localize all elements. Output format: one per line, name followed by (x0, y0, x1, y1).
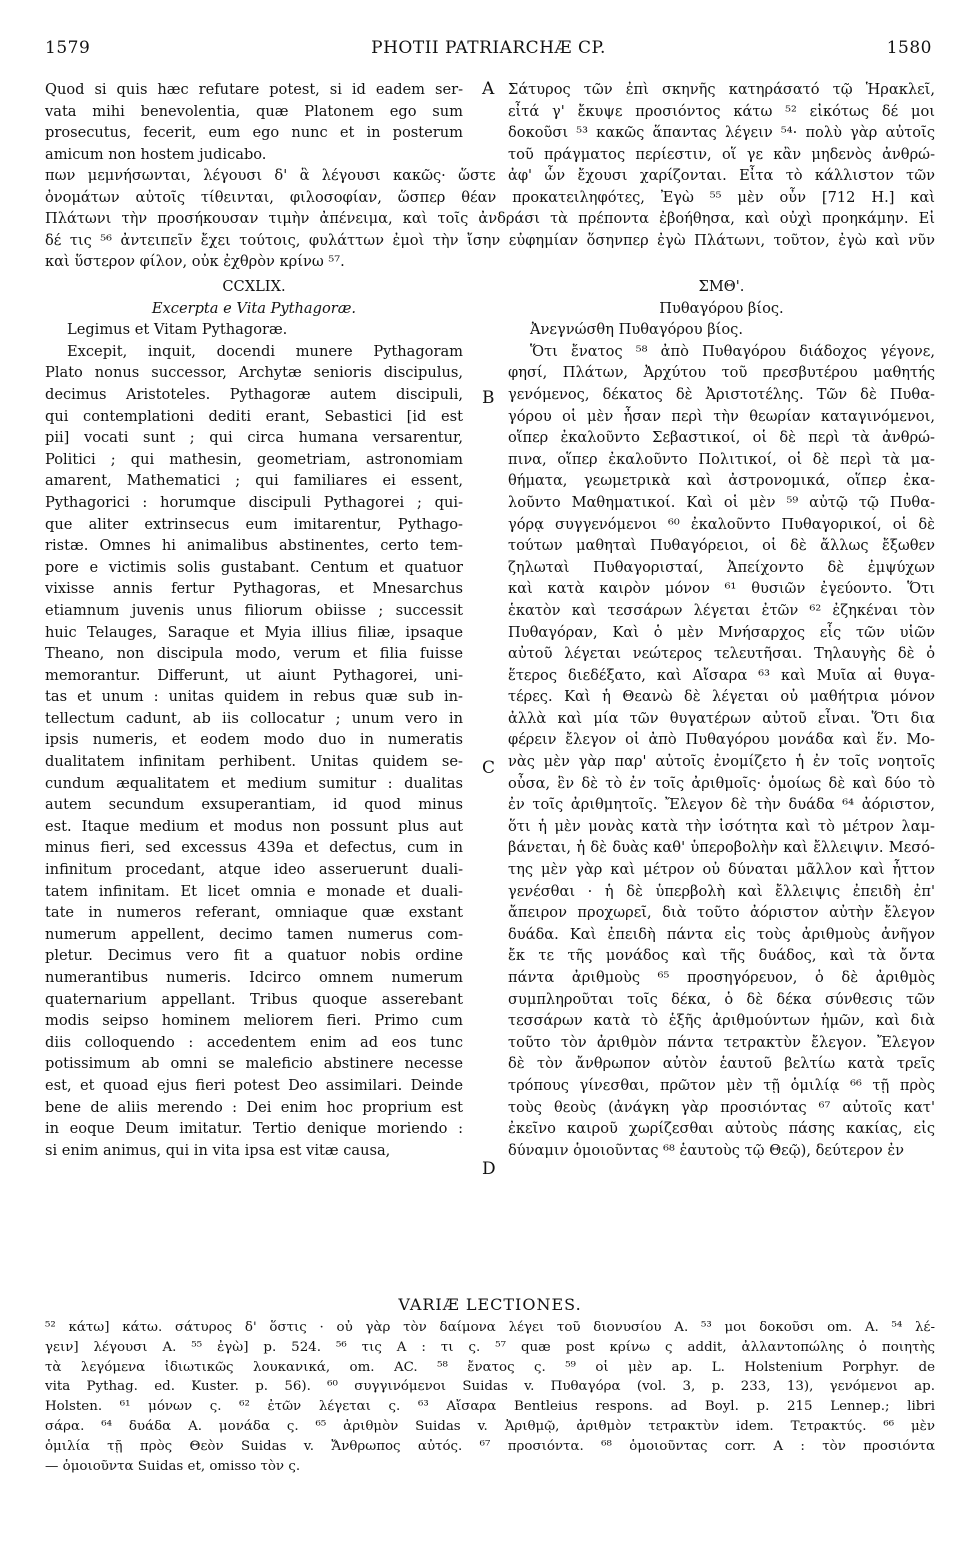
text-line: numerantibus numeris. Idcirco omnem numerum (45, 969, 463, 986)
text-line: πων μεμνήσωνται, λέγουσι δ' ἃ λέγουσι κακῶς· ὥστε ἀφ' ὧν ἔχουσι χαρίζονται. Εἶτα τὸ κάλλιστον τῶν (45, 167, 935, 184)
section-number: ΣΜΘ'. (698, 278, 745, 295)
text-line: vita Pythag. ed. Kuster. p. 56). ⁶⁰ συγγινόμενοι Suidas v. Πυθαγόρα (vol. 3, p. 233, 13), γενόμενοι ap. (45, 1379, 935, 1395)
text-line: Πλάτωνι τὴν προσήκουσαν τιμὴν ἀπένειμα, καὶ τοῖς ἀνδράσι τὰ πρέποντα ἐβοήθησα, καὶ οὐχὶ προηκάμην. Εἰ (45, 210, 935, 228)
text-line: τοῦτο τὸν ἀριθμὸν πάντα τετρακτὺν ἔλεγον. Ἔλεγον (508, 1033, 935, 1051)
text-line: δέ τις ⁵⁶ ἀντειπεῖν ἔχει τούτοις, φυλάττων ἐμοὶ τὴν ἴσην εὐφημίαν ὅσηνπερ ἐγὼ Πλάτωνι, τοῦτον, ἐγὼ καὶ νῦν (45, 231, 935, 249)
text-line: δὲ τὸν ἄνθρωπον αὐτὸν ἑαυτοῦ βελτίω κατὰ τρεῖς (508, 1055, 935, 1073)
text-line: Pythagorici : horumque discipuli Pythagorei ; qui- (45, 493, 463, 511)
greek-section (508, 276, 935, 1161)
text-line: ἔκ τε τῆς μονάδος καὶ τῆς δυάδος, καὶ τὰ ὄντα (508, 947, 935, 965)
text-line: ζηλωταὶ Πυθαγορισταί, Ἀπείχοντο δὲ ἐμψύχων (508, 558, 935, 576)
text-line: λοῦντο Μαθηματικοί. Καὶ οἱ μὲν ⁵⁹ αὐτῷ τῷ Πυθα- (508, 493, 935, 511)
text-line: Σάτυρος τῶν ἐπὶ σκηνῆς κατηράσατό τῷ Ἡρακλεῖ, (508, 81, 935, 98)
text-line: tas et unum : unitas quidem in rebus quæ sub in- (45, 688, 463, 706)
text-line: θήματα, γεωμετρικὰ καὶ ἀστρονομικά, οἵπερ ἐκα- (508, 472, 935, 490)
text-line: vixisse annis fertur Pythagoras, et Mnesarchus (45, 580, 463, 598)
text-line: ὅτι ἡ μὲν μονὰς κατὰ τὴν ἰσότητα καὶ τὸ μέτρον λαμ- (508, 817, 935, 835)
text-line: τέρες. Καὶ ἡ Θεανὼ δὲ λέγεται οὐ μαθήτρια μόνον (508, 688, 935, 706)
text-line: φησί, Πλάτων, Ἀρχύτου τοῦ πρεσβυτέρου μαθητής (508, 364, 935, 382)
text-line: τὰ λεγόμενα ἰδιωτικῶς λουκανικά, om. AC. ⁵⁸ ἔνατος ς. ⁵⁹ οἱ μὲν ap. L. Holstenium Porphyr. de (45, 1359, 935, 1375)
text-line: ἐκεῖνο καιροῦ χωρίζεσθαι αὐτοὺς πάσης κακίας, εἰς (508, 1120, 935, 1138)
page-number-right: 1580 (886, 38, 932, 58)
text-line: καὶ κατὰ καιρὸν μόνον ⁶¹ θυσιῶν ἐγεύοντο. Ὅτι (508, 580, 935, 598)
text-line: vata mihi benevolentia, quæ Platonem ego sum (45, 102, 463, 120)
text-line: φέρειν ἔλεγον οἱ ἀπὸ Πυθαγόρου μονάδα καὶ ἕν. Μο- (508, 731, 935, 749)
text-line: τρόπους γίνεσθαι, πρῶτον μὲν τῇ ὁμιλίᾳ ⁶⁶ τῇ πρὸς (508, 1076, 935, 1094)
text-line: est, et quoad ejus fieri potest Deo assimilari. Deinde (45, 1076, 463, 1094)
text-line: δυάδα. Καὶ ἐπειδὴ πάντα εἰς τοὺς ἀριθμοὺς ἀνῆγον (508, 925, 935, 943)
text-line: Quod si quis hæc refutare potest, si id eadem ser- (45, 81, 463, 98)
text-line: tatem infinitam. Et licet omnia e monade et duali- (45, 882, 463, 900)
margin-letter: B (482, 388, 495, 408)
text-line: si enim animus, qui in vita ipsa est vitæ causa, (45, 1141, 391, 1159)
text-line: γενέσθαι · ἡ δὲ ὑπερβολὴ καὶ ἔλλειψις ἐπειδὴ ἐπ' (508, 882, 935, 900)
text-line: tate in numeros referant, omniaque quæ exstant (45, 904, 463, 922)
text-line: Theano, non discipula modo, verum et filia fuisse (45, 645, 463, 663)
text-line: πινα, οἵπερ ἐκαλοῦντο Πολιτικοί, οἱ δὲ περὶ τὰ μα- (508, 450, 935, 468)
top-latin-column (45, 79, 463, 165)
text-line: qui contemplationi dediti erant, Sebastici [id est (45, 407, 463, 425)
text-line: τούτων μαθηταὶ Πυθαγόρειοι, οἱ δὲ ἄλλως ἔξωθεν (508, 537, 935, 555)
text-line: της μὲν γὰρ καὶ μέτρον οὐ δύναται μᾶλλον καὶ ἧττον (508, 861, 935, 879)
text-line: ὀνομάτων αὐτοῖς τίθεινται, φιλοσοφίαν, ὥσπερ θέαν προκατειληφότες, Ἐγὼ ⁵⁵ μὲν οὖν [712 H.] καὶ (45, 188, 935, 206)
text-line: Politici ; qui mathesin, geometriam, astronomiam (45, 450, 463, 468)
text-line: ἑκατὸν καὶ τεσσάρων λέγεται ἐτῶν ⁶² ἐζηκέναι τὸν (508, 601, 935, 619)
running-title: PHOTII PATRIARCHÆ CP. (371, 38, 606, 58)
text-line: potissimum ab omni se maleficio abstinere necesse (45, 1055, 463, 1073)
text-line: cundum æqualitatem et medium sumitur : dualitas (45, 774, 463, 792)
text-line: οἵπερ ἐκαλοῦντο Σεβαστικοί, οἱ δὲ περὶ τὰ ἀνθρώ- (508, 429, 935, 447)
section-subtitle: Ἀνεγνώσθη Πυθαγόρου βίος. (530, 321, 743, 339)
running-header (45, 38, 932, 68)
text-line: minus fieri, sed excessus 439a et defectus, cum in (45, 839, 463, 857)
text-line: ipsis numeris, et eodem modo duo in numeratis (45, 731, 463, 749)
top-greek-column (508, 79, 935, 165)
page-number-left: 1579 (45, 38, 91, 58)
top-greek-fullwidth (45, 165, 935, 273)
text-line: ἕτερος διεδέξατο, καὶ Αἴσαρα ⁶³ καὶ Μυῖα αἱ θυγα- (508, 666, 935, 684)
text-line: quaternarium appellant. Tribus quoque asserebant (45, 990, 463, 1008)
text-line: dualitatem infinitam perhibent. Unitas quidem se- (45, 753, 463, 771)
latin-section (45, 276, 463, 1161)
text-line: numerum appellent, decimo tamen numerus com- (45, 925, 463, 943)
text-line: δύναμιν ὁμοιοῦντας ⁶⁸ ἑαυτοὺς τῷ Θεῷ), δεύτερον ἐν (508, 1141, 905, 1159)
text-line: etiamnum juvenis unus filiorum obiisse ; successit (45, 601, 463, 619)
text-line: τοῦ πράγματος περίεστιν, οἵ γε κἂν μηδενὸς ἀνθρώ- (508, 145, 935, 163)
text-line: συμπληροῦται τοῖς δέκα, ὁ δὲ δέκα σύνθεσις τῶν (508, 990, 935, 1008)
text-line: ⁵² κάτω] κάτω. σάτυρος δ' ὅστις · οὐ γὰρ τὸν δαίμονα λέγει τοῦ διονυσίου A. ⁵³ μοι δοκοῦσι om. A. ⁵⁴ λέ- (45, 1320, 935, 1335)
text-line: amicum non hostem judicabo. (45, 145, 267, 163)
text-line: infinitum procedant, atque ideo asseruerunt duali- (45, 861, 463, 879)
text-line: ἀλλὰ καὶ μία τῶν θυγατέρων αὐτοῦ εἶναι. Ὅτι δια (508, 709, 935, 727)
text-line: γειν] λέγουσι A. ⁵⁵ ἐγὼ] p. 524. ⁵⁶ τις A : τι ς. ⁵⁷ quæ post κρίνω ς addit, ἀλλαντοπώλης ὁ ποιητὴς (45, 1339, 935, 1355)
text-line: pore e victimis solis gustabant. Centum et quatuor (45, 558, 463, 576)
text-line: amarent, Mathematici ; qui familiares ei essent, (45, 472, 463, 490)
text-line: autem secundum exsuperantiam, id quod minus (45, 796, 463, 814)
text-line: γενόμενος, δέκατος δὲ Ἀριστοτέλης. Τῶν δὲ Πυθα- (508, 385, 935, 403)
text-line: Excepit, inquit, docendi munere Pythagoram (67, 342, 463, 360)
text-line: Ὅτι ἔνατος ⁵⁸ ἀπὸ Πυθαγόρου διάδοχος γέγονε, (530, 342, 935, 360)
text-line: Plato nonus successor, Archytæ senioris discipulus, (45, 364, 463, 382)
text-line: ὁμιλία τῇ πρὸς Θεὸν Suidas v. Ἄνθρωπος αὐτός. ⁶⁷ προσιόντα. ⁶⁸ ὁμοιοῦντας corr. A : τὸν προσιόντα (45, 1438, 935, 1454)
text-line: in eoque Deum imitatur. Tertio denique moriendo : (45, 1120, 463, 1138)
text-line: huic Telauges, Saraque et Myia illius filiæ, ipsaque (45, 623, 463, 641)
text-line: δοκοῦσι ⁵³ κακῶς ἅπαντας λέγειν ⁵⁴· πολὺ γὰρ αὐτοῖς (508, 124, 935, 142)
margin-letter: A (482, 79, 495, 99)
text-line: prosecutus, fecerit, eum ego nunc et in posterum (45, 124, 463, 142)
text-line: ἐν τοῖς ἀριθμητοῖς. Ἔλεγον δὲ τὴν δυάδα ⁶⁴ ἀόριστον, (508, 796, 935, 814)
text-line: memorantur. Differunt, ut aiunt Pythagorei, uni- (45, 666, 463, 684)
latin-body (45, 341, 463, 1162)
variae-heading: VARIÆ LECTIONES. (398, 1295, 582, 1314)
text-line: γόρᾳ συγγενόμενοι ⁶⁰ ἐκαλοῦντο Πυθαγορικοί, οἱ δὲ (508, 515, 935, 533)
text-line: ristæ. Omnes hi animalibus abstinentes, certo tem- (45, 537, 463, 555)
section-title: Πυθαγόρου βίος. (659, 299, 784, 317)
text-line: pii] vocati sunt ; qui circa humana versarentur, (45, 429, 463, 447)
text-line: τεσσάρων κατὰ τὸ ἑξῆς ἀριθμούντων ἡμῶν, καὶ διὰ (508, 1012, 935, 1030)
text-line: γόρου οἱ μὲν ἦσαν περὶ τὴν θεωρίαν καταγινόμενοι, (508, 407, 935, 425)
text-line: pletur. Decimus vero fit a quatuor nobis ordine (45, 947, 463, 965)
text-line: πάντα ἀριθμοὺς ⁶⁵ προσηγόρευον, ὁ δὲ ἀριθμὸς (508, 969, 935, 986)
text-line: diis colloquendo : accedentem enim ad eos tunc (45, 1033, 463, 1051)
text-line: νὰς μὲν γὰρ παρ' αὐτοῖς ἐνομίζετο ἡ ἐν τοῖς νοητοῖς (508, 753, 935, 771)
text-line: decimus Aristoteles. Pythagoræ autem discipuli, (45, 385, 463, 403)
margin-letter: C (482, 758, 496, 778)
text-line: Πυθαγόραν, Καὶ ὁ μὲν Μνήσαρχος εἷς τῶν υἱῶν (508, 623, 935, 641)
text-line: — ὁμοιοῦντα Suidas et, omisso τὸν ς. (45, 1458, 301, 1474)
text-line: modis seipso hominem meliorem fieri. Primo cum (45, 1012, 463, 1030)
text-line: Holsten. ⁶¹ μόνων ς. ⁶² ἐτῶν λέγεται ς. ⁶³ Αἴσαρα Bentleius respons. ad Boyl. p. 215 Lennep.; libri (45, 1399, 935, 1415)
text-line: σάρα. ⁶⁴ δυάδα A. μονάδα ς. ⁶⁵ ἀριθμὸν Suidas v. Ἀριθμῷ, ἀριθμὸν τετρακτὺν idem. Τετρακτύς. ⁶⁶ μὲν (45, 1418, 935, 1434)
variae-lectiones (45, 1318, 935, 1476)
text-line: οὖσα, ἓν δὲ τὸ ἐν τοῖς ἀριθμοῖς· ὁμοίως δὲ καὶ δύο τὸ (508, 774, 935, 792)
text-line: tellectum cadunt, ab iis collocatur ; unum vero in (45, 709, 463, 727)
section-subtitle: Legimus et Vitam Pythagoræ. (67, 321, 288, 339)
section-title: Excerpta e Vita Pythagoræ. (151, 299, 357, 317)
text-line: bene de aliis merendo : Dei enim hoc proprium est (45, 1098, 463, 1116)
text-line: est. Itaque medium et modus non possunt plus aut (45, 817, 463, 835)
text-line: εἶτά γ' ἔκυψε προσιόντος κάτω ⁵² εἰκότως δέ μοι (508, 102, 935, 120)
text-line: καὶ ὕστερον φίλον, οὐκ ἐχθρὸν κρίνω ⁵⁷. (45, 253, 345, 271)
text-line: αὐτοῦ λέγεται νεώτερος τελευτῆσαι. Τηλαυγὴς δὲ ὁ (508, 645, 935, 663)
text-line: ἄπειρον προχωρεῖ, διὰ τοῦτο ἀόριστον αὐτὴν ἔλεγον (508, 904, 935, 922)
greek-body (508, 341, 935, 1162)
text-line: τοὺς θεοὺς (ἀνάγκη γὰρ προσιόντας ⁶⁷ αὐτοῖς κατ' (508, 1098, 935, 1116)
text-line: βάνεται, ἡ δὲ δυὰς καθ' ὑπεροβολὴν καὶ ἔλλειψιν. Μεσό- (508, 839, 935, 857)
text-line: que aliter extrinsecus eum imitarentur, Pythago- (45, 515, 463, 533)
section-number: CCXLIX. (222, 278, 286, 295)
margin-letter: D (482, 1159, 496, 1179)
